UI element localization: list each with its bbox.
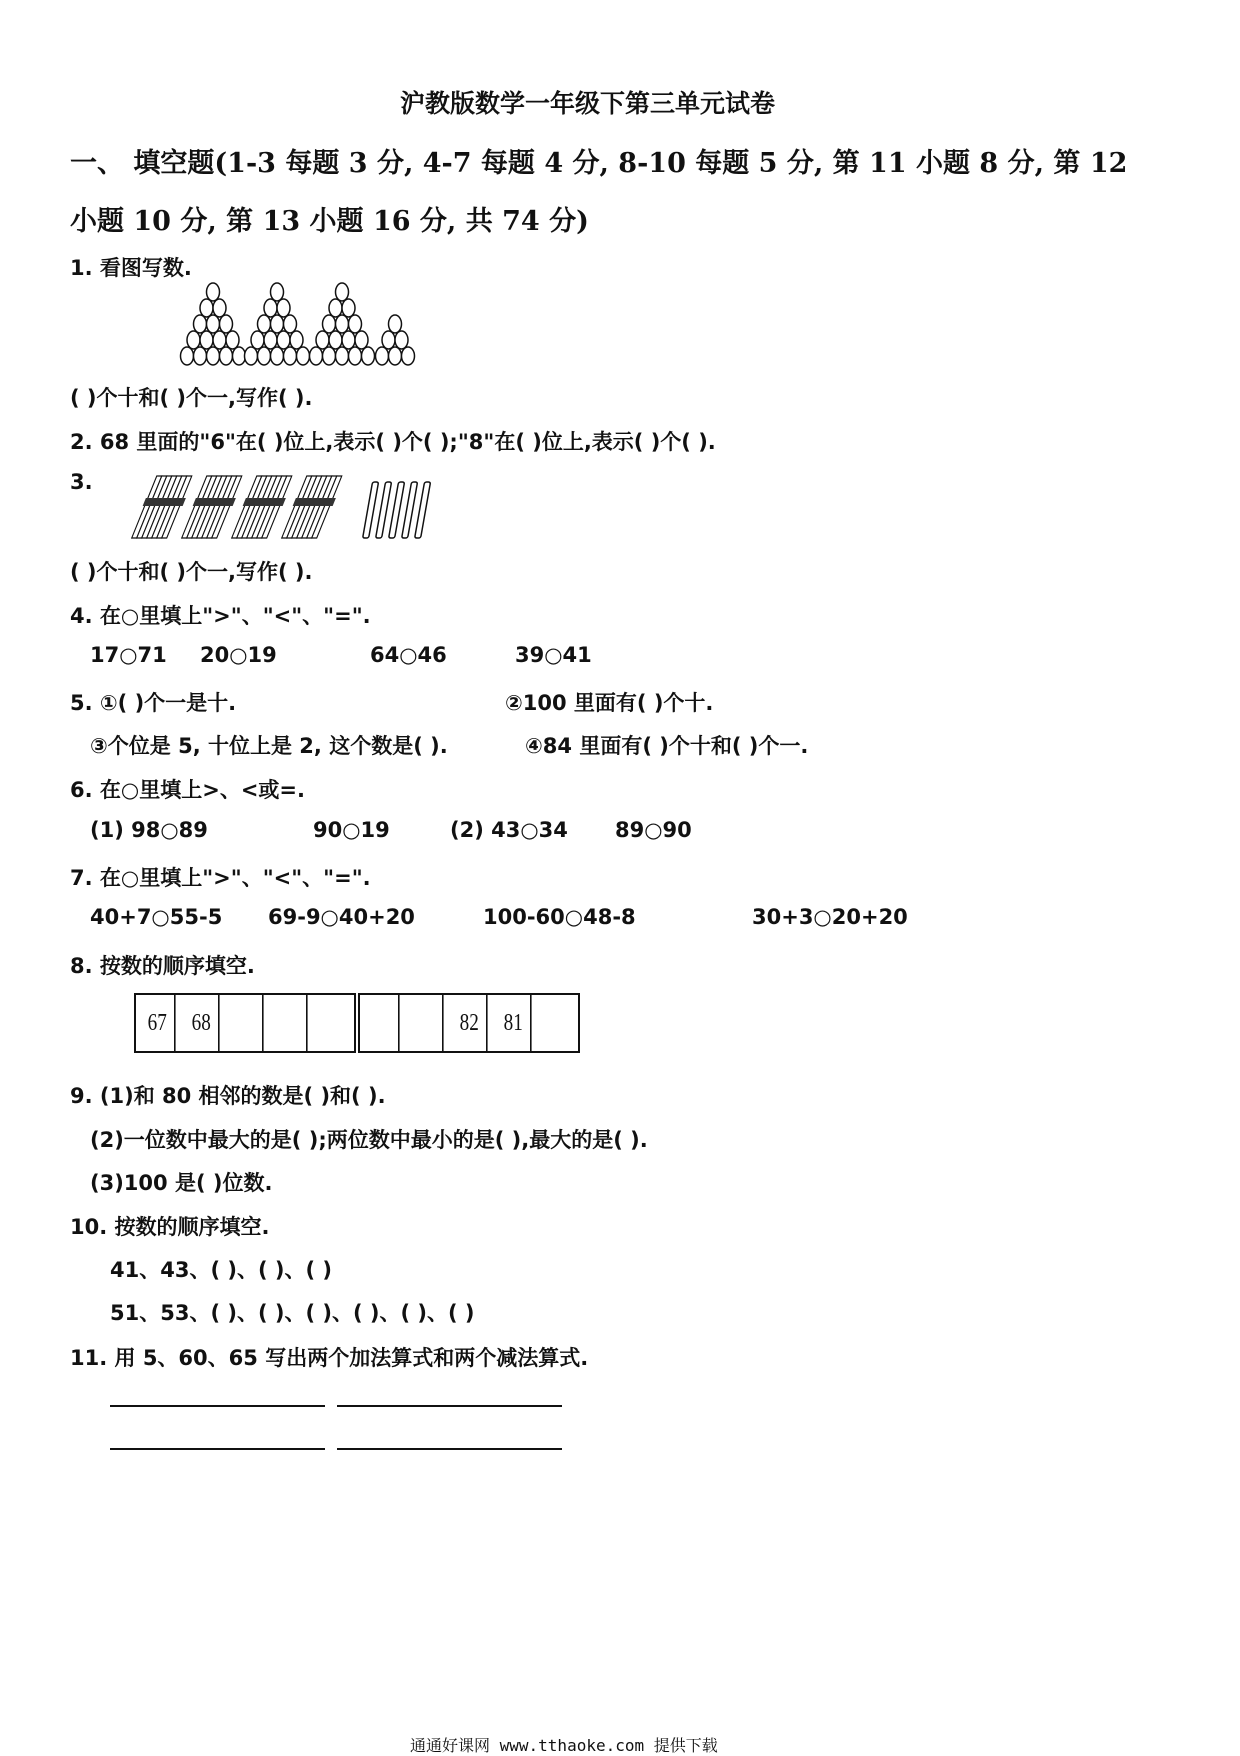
stick-bundle [280,476,345,538]
answer-line[interactable] [110,1405,325,1407]
egg-shape [402,347,415,365]
footer-text: 通通好课网 www.tthaoke.com 提供下载 [410,1736,718,1755]
egg-shape [362,347,375,365]
q7-label: 7. 在○里填上">"、"<"、"=". [70,866,371,890]
q6-part1b: 90○19 [313,818,390,842]
stick-bundles-figure [130,468,440,548]
egg-shape [277,299,290,317]
egg-shape [336,315,349,333]
egg-shape [342,331,355,349]
q6-label: 6. 在○里填上>、<或=. [70,778,305,802]
egg-shape [251,331,264,349]
egg-pyramids-figure [180,282,420,372]
egg-shape [264,299,277,317]
egg-shape [329,331,342,349]
single-stick [402,482,418,538]
q5-part1: 5. ①( )个一是十. [70,691,237,715]
egg-shape [245,347,258,365]
sequence-boxes-1 [134,993,356,1053]
egg-shape [271,283,284,301]
egg-shape [316,331,329,349]
egg-shape [220,347,233,365]
egg-shape [323,347,336,365]
egg-shape [349,315,362,333]
egg-shape [284,315,297,333]
box-cell[interactable] [364,995,399,1051]
egg-shape [233,347,246,365]
egg-shape [194,347,207,365]
q3-answer: ( )个十和( )个一,写作( ). [70,560,313,584]
egg-shape [277,331,290,349]
q2-text: 2. 68 里面的"6"在( )位上,表示( )个( );"8"在( )位上,表示( )个( ). [70,430,716,454]
q3-label: 3. [70,470,93,494]
egg-shape [200,299,213,317]
egg-shape [395,331,408,349]
egg-shape [258,315,271,333]
egg-shape [284,347,297,365]
egg-shape [297,347,310,365]
q4-label: 4. 在○里填上">"、"<"、"=". [70,604,371,628]
egg-shape [389,315,402,333]
egg-shape [200,331,213,349]
q10-label: 10. 按数的顺序填空. [70,1215,270,1239]
egg-shape [194,315,207,333]
q6-part1: (1) 98○89 [90,818,208,842]
egg-shape [207,347,220,365]
q4-item-3: 64○46 [370,643,447,667]
section-heading-line1: 一、 填空题(1-3 每题 3 分, 4-7 每题 4 分, 8-10 每题 5 分, 第 11 小题 8 分, 第 12 [70,148,1128,179]
box-cell[interactable] [540,995,574,1051]
egg-shape [271,347,284,365]
q10-line1: 41、43、( )、( )、( ) [110,1258,332,1282]
box-cell[interactable]: 67 [140,995,175,1051]
egg-shape [323,315,336,333]
q6-part2b: 89○90 [615,818,692,842]
answer-line[interactable] [337,1405,562,1407]
egg-shape [213,331,226,349]
egg-shape [349,347,362,365]
egg-shape [264,331,277,349]
egg-shape [342,299,355,317]
q7-item-3: 100-60○48-8 [483,905,636,929]
q5-part4: ④84 里面有( )个十和( )个一. [525,734,809,758]
single-stick [363,482,379,538]
sequence-boxes-2 [358,993,580,1053]
egg-shape [207,283,220,301]
single-stick [376,482,392,538]
q9-line1: 9. (1)和 80 相邻的数是( )和( ). [70,1084,386,1108]
q6-part2: (2) 43○34 [450,818,568,842]
egg-shape [329,299,342,317]
q4-item-1: 17○71 [90,643,167,667]
q5-part2: ②100 里面有( )个十. [505,691,714,715]
answer-line[interactable] [337,1448,562,1450]
section-heading-line2: 小题 10 分, 第 13 小题 16 分, 共 74 分) [70,206,589,237]
egg-shape [271,315,284,333]
egg-shape [382,331,395,349]
q7-item-4: 30+3○20+20 [752,905,908,929]
box-cell[interactable] [272,995,307,1051]
q9-line2: (2)一位数中最大的是( );两位数中最小的是( ),最大的是( ). [90,1128,648,1152]
q1-label: 1. 看图写数. [70,256,192,280]
box-cell[interactable] [316,995,350,1051]
q4-item-2: 20○19 [200,643,277,667]
egg-shape [376,347,389,365]
box-cell[interactable]: 82 [452,995,487,1051]
egg-shape [181,347,194,365]
q7-item-2: 69-9○40+20 [268,905,415,929]
q9-line3: (3)100 是( )位数. [90,1171,273,1195]
box-cell[interactable]: 81 [496,995,531,1051]
box-cell[interactable] [228,995,263,1051]
egg-shape [213,299,226,317]
egg-shape [187,331,200,349]
q5-part3: ③个位是 5, 十位上是 2, 这个数是( ). [90,734,448,758]
single-stick [415,482,431,538]
q7-item-1: 40+7○55-5 [90,905,223,929]
q11-label: 11. 用 5、60、65 写出两个加法算式和两个减法算式. [70,1346,589,1370]
egg-shape [310,347,323,365]
q8-label: 8. 按数的顺序填空. [70,954,255,978]
box-cell[interactable] [408,995,443,1051]
egg-shape [226,331,239,349]
egg-shape [290,331,303,349]
q4-item-4: 39○41 [515,643,592,667]
egg-shape [336,347,349,365]
egg-shape [207,315,220,333]
page-title: 沪教版数学一年级下第三单元试卷 [400,89,776,118]
egg-shape [258,347,271,365]
q1-answer: ( )个十和( )个一,写作( ). [70,386,313,410]
q10-line2: 51、53、( )、( )、( )、( )、( )、( ) [110,1301,475,1325]
single-stick [389,482,405,538]
egg-shape [220,315,233,333]
box-cell[interactable]: 68 [184,995,219,1051]
answer-line[interactable] [110,1448,325,1450]
egg-shape [355,331,368,349]
egg-shape [389,347,402,365]
egg-shape [336,283,349,301]
